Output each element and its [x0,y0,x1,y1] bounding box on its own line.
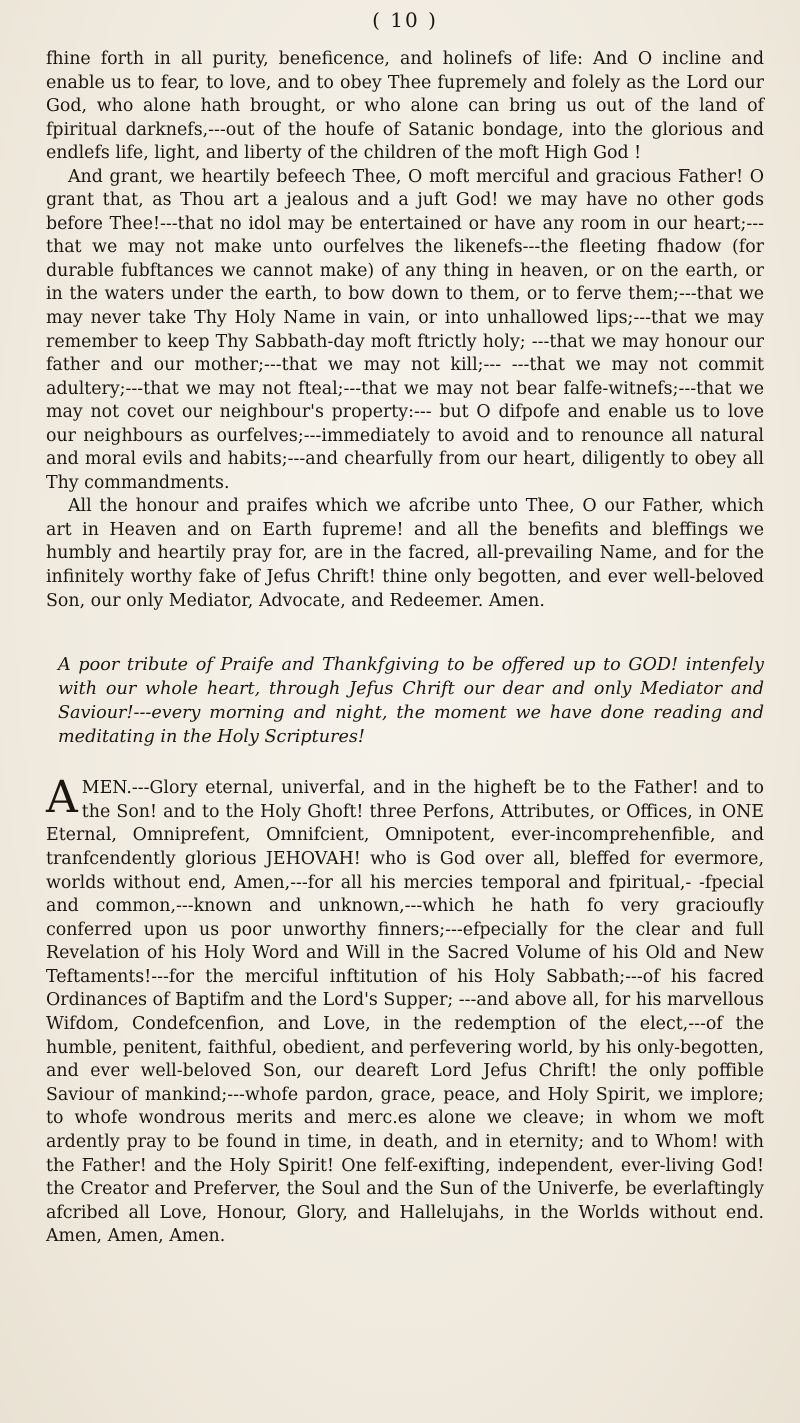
section-heading: A poor tribute of Praife and Thankfgiving to be offered up to GOD! intenfely with our whole heart, through Jefus Chrift our dear and only Mediator and Saviour!---every morning and night, the moment we have done reading and meditating in the Holy Scriptures! [58,655,764,748]
second-prayer-text [46,772,764,1249]
drop-cap-letter: A [46,772,78,824]
paragraph-2: And grant, we heartily befeech Thee, O moft merciful and gracious Father! O grant that, as Thou art a jealous and a juft God! we may have no other gods before Thee!---that no idol may be entertained or have any room in our heart;---that we may not make unto ourfelves the likenefs---the fleeting fhadow (for durable fubftances we cannot make) of any thing in heaven, or on the earth, or in the waters under the earth, to bow down to them, or to ferve them;---that we may never take Thy Holy Name in vain, or into unhallowed lips;---that we may remember to keep Thy Sabbath-day moft ftrictly holy; ---that we may honour our father and our mother;---that we may not kill;--- ---that we may not commit adultery;---that we may not fteal;---that we may not bear falfe-witnefs;---that we may not covet our neighbour's property:--- but O difpofe and enable us to love our neighbours as ourfelves;---immediately to avoid and to renounce all natural and moral evils and habits;---and chearfully from our heart, diligently to obey all Thy commandments. [46,166,764,493]
paragraph-4: MEN.---Glory eternal, univerfal, and in the higheft be to the Father! and to the Son! and to the Holy Ghoft! three Perfons, Attributes, or Offices, in ONE Eternal, Omniprefent, Omnifcient, Omnipotent, ever-incomprehenfible, and tranfcendently glorious JEHOVAH! who is God over all, bleffed for evermore, worlds without end, Amen,---for all his mercies temporal and fpiritual,- -fpecial and common,---known and unknown,---which he hath fo very gracioufly conferred upon us poor unworthy finners;---efpecially for the clear and full Revelation of his Holy Word and Will in the Sacred Volume of his Old and New Teftaments!---for the merciful inftitution of his Holy Sabbath;---of his facred Ordinances of Baptifm and the Lord's Supper; ---and above all, for his marvellous Wifdom, Condefcenfion, and Love, in the redemption of the elect,---of the humble, penitent, faithful, obedient, and perfevering world, by his only-begotten, and ever well-beloved Son, our deareft Lord Jefus Chrift! the only poffible Saviour of mankind;---whofe pardon, grace, peace, and Holy Spirit, we implore; to whofe wondrous merits and merc.es alone we cleave; in whom we moft ardently pray to be found in time, in death, and in eternity; and to Whom! with the Father! and the Holy Spirit! One felf-exifting, independent, ever-living God! the Creator and Preferver, the Soul and the Sun of the Univerfe, be everlaftingly afcribed all Love, Honour, Glory, and Hallelujahs, in the Worlds without end. Amen, Amen, Amen. [46,778,764,1247]
first-prayer-text [46,48,764,613]
paragraph-1: fhine forth in all purity, beneficence, and holinefs of life: And O incline and enable us to fear, to love, and to obey Thee fupremely and folely as the Lord our God, who alone hath brought, or who alone can bring us out of the land of fpiritual darknefs,---out of the houfe of Satanic bondage, into the glorious and endlefs life, light, and liberty of the children of the moft High God ! [46,49,764,164]
paragraph-3: All the honour and praifes which we afcribe unto Thee, O our Father, which art in Heaven and on Earth fupreme! and all the benefits and bleffings we humbly and heartily pray for, are in the facred, all-prevailing Name, and for the infinitely worthy fake of Jefus Chrift! thine only begotten, and ever well-beloved Son, our only Mediator, Advocate, and Redeemer. Amen. [46,496,764,611]
page-number: ( 10 ) [372,8,438,32]
